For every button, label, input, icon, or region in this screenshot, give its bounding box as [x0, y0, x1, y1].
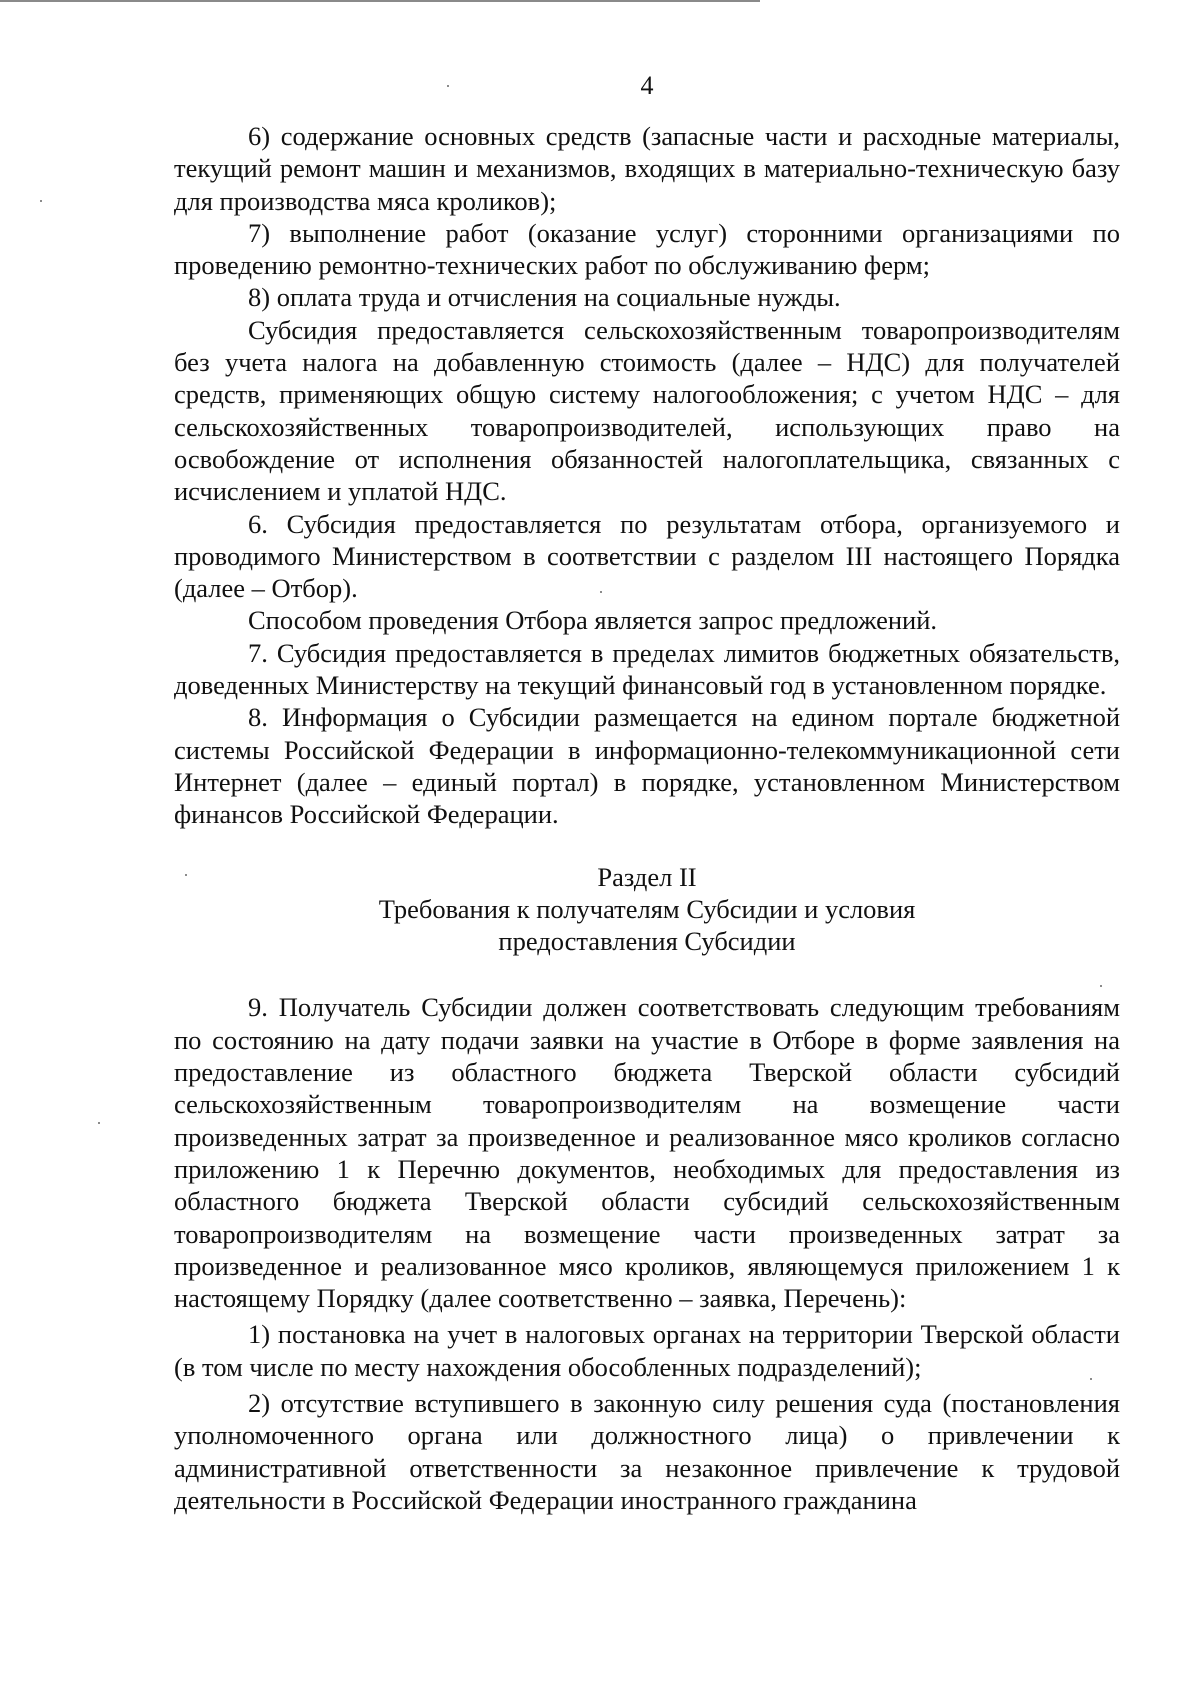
paragraph-point-7: 7. Субсидия предоставляется в пределах лимитов бюджетных обязательств, доведенных Министерству на текущий финансовый год в установленном порядке.: [174, 637, 1120, 701]
section-heading: [174, 861, 1120, 958]
paragraph-item-8: 8) оплата труда и отчисления на социальные нужды.: [248, 282, 841, 313]
scan-speck: [98, 1122, 100, 1124]
scan-top-edge-line: [0, 0, 760, 2]
paragraph-vat: Субсидия предоставляется сельскохозяйственным товаропроизводителям без учета налога на добавленную стоимость (далее – НДС) для получателей средств, применяющих общую систему налогообложения; с учетом НДС – для сельскохозяйственных товаропроизводителей, использующих право на освобождение от исполнения обязанностей налогоплательщика, связанных с исчислением и уплатой НДС.: [174, 314, 1120, 507]
page-number: 4: [640, 71, 654, 100]
paragraph-point-9: 9. Получатель Субсидии должен соответствовать следующим требованиям по состоянию на дату подачи заявки на участие в Отборе в форме заявления на предоставление из областного бюджета Тверской области субсидий сельскохозяйственным товаропроизводителям на возмещение части произведенных затрат за произведенное и реализованное мясо кроликов согласно приложению 1 к Перечню документов, необходимых для предоставления из областного бюджета Тверской области субсидий сельскохозяйственным товаропроизводителям на возмещение части произведенных затрат за произведенное и реализованное мясо кроликов, являющемуся приложением 1 к настоящему Порядку (далее соответственно – заявка, Перечень):: [174, 992, 1120, 1314]
scan-speck: [1090, 1378, 1092, 1380]
scan-speck: [447, 85, 449, 87]
paragraph-requirement-2: 2) отсутствие вступившего в законную силу решения суда (постановления уполномоченного органа или должностного лица) о привлечении к административной ответственности за незаконное привлечение к трудовой деятельности в Российской Федерации иностранного гражданина: [174, 1387, 1120, 1515]
section-title-line-2: предоставления Субсидии: [498, 926, 796, 957]
paragraph-point-6: 6. Субсидия предоставляется по результатам отбора, организуемого и проводимого Министерством в соответствии с разделом III настоящего Порядка (далее – Отбор).: [174, 508, 1120, 604]
document-page: [174, 62, 1120, 1516]
paragraph-item-6: 6) содержание основных средств (запасные части и расходные материалы, текущий ремонт машин и механизмов, входящих в материально-техническую базу для производства мяса кроликов);: [174, 121, 1120, 216]
paragraph-requirement-1: 1) постановка на учет в налоговых органах на территории Тверской области (в том числе по месту нахождения обособленных подразделений);: [174, 1319, 1120, 1382]
paragraph-item-7: 7) выполнение работ (оказание услуг) сторонними организациями по проведению ремонтно-технических работ по обслуживанию ферм;: [174, 217, 1120, 281]
scan-speck: [1100, 985, 1102, 987]
scan-speck: [185, 874, 187, 876]
section-title-line-1: Требования к получателям Субсидии и условия: [378, 893, 916, 924]
scan-speck: [40, 200, 42, 202]
section-number: Раздел II: [597, 861, 697, 892]
paragraph-selection-method: Способом проведения Отбора является запрос предложений.: [248, 605, 938, 636]
scan-speck: [600, 591, 602, 593]
paragraph-point-8: 8. Информация о Субсидии размещается на едином портале бюджетной системы Российской Федерации в информационно-телекоммуникационной сети Интернет (далее – единый портал) в порядке, установленном Министерством финансов Российской Федерации.: [174, 702, 1120, 830]
